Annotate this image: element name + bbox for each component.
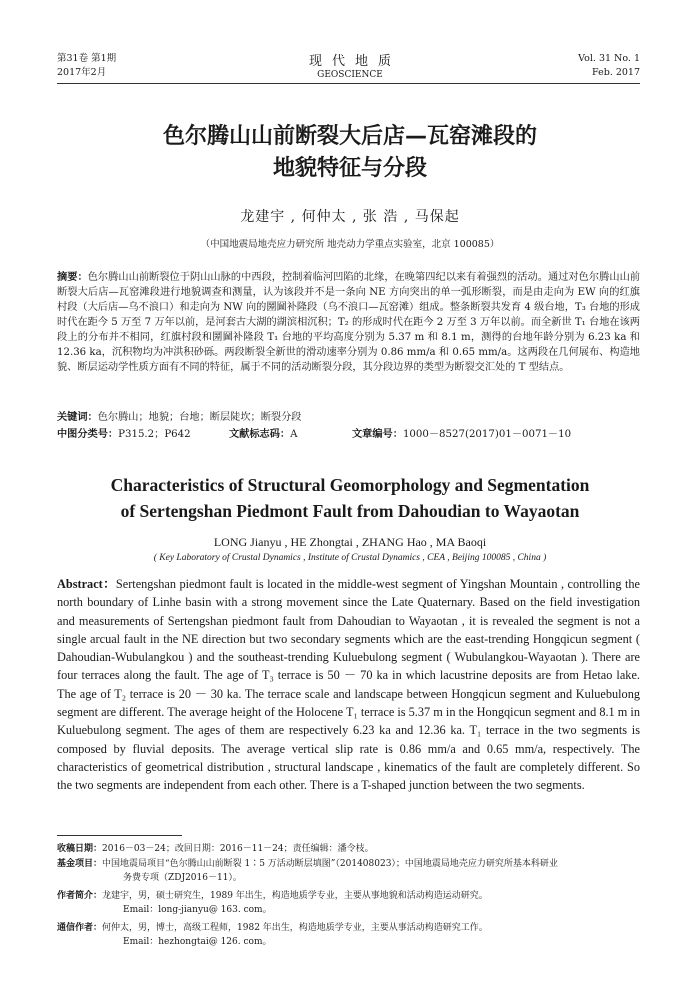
paper-title-cn-line2: 地貌特征与分段 [272, 156, 427, 181]
doc-code-label: 文献标志码： [229, 429, 291, 440]
paper-title-en-line1: Characteristics of Structural Geomorphology and Segmentation [110, 475, 590, 495]
footnote-author [57, 889, 640, 917]
abstract-cn-label: 摘要： [57, 272, 88, 283]
clc-value: P315.2；P642 [118, 429, 191, 440]
journal-name-en: GEOSCIENCE [317, 70, 383, 80]
classification-row [57, 427, 572, 442]
header-journal [250, 50, 450, 80]
fund-line2: 务费专项（ZDJ2016－11）。 [123, 873, 242, 883]
header-volume-info-en [578, 52, 640, 80]
paper-title-cn [40, 121, 660, 185]
received-label: 收稿日期： [57, 844, 103, 854]
abstract-en [57, 575, 640, 795]
corresponding-label: 通信作者： [57, 923, 103, 933]
footnote-corresponding [57, 921, 640, 949]
article-number-value: 1000－8527(2017)01－0071－10 [402, 429, 572, 440]
author-intro-line1: 龙建宇，男，硕士研究生，1989 年出生，构造地质学专业，主要从事地貌和活动构造运动研究。 [102, 891, 488, 901]
paper-title-cn-line1: 色尔腾山山前断裂大后店—瓦窑滩段的 [162, 124, 537, 149]
keywords-cn-label: 关键词： [57, 412, 98, 423]
abstract-en-text: Sertengshan piedmont fault is located in the middle-west segment of Yingshan Mountain , controlling the north boundary of Linhe basin with a strong movement since the Late Quaternary. Based on the field investigation and measurements of Sertengshan piedmont fault from Dahoudian to Wayaotan , it is revealed the segment is not a single arcual fault in the NE direction but two secondary segments which are the east-trending Hongqicun segment ( Dahoudian-Wubulangkou ) and the southeast-trending Kuluebulong segment ( Wubulangkou-Wayaotan ). There are four terraces along the fault. The age of T₃ terrace is 50 － 70 ka in which lacustrine deposits are from Hetao lake. The age of T₂ terrace is 20 － 30 ka. The terrace scale and landscape between Hongqicun segment and Kuluebulong segment are different. The average height of the Holocene T₁ terrace is 5.37 m in the Hongqicun segment and 8.1 m in Kuluebulong segment. The ages of them are respectively 6.23 ka and 12.36 ka. T₁ terrace in the two segments is composed by fluvial deposits. The average vertical slip rate is 0.86 mm/a and 0.65 mm/a, respectively. The characteristics of geometrical distribution , structural landscape , kinematics of the fault are completely different. So the two segments are independent from each other. There is a T-shaped junction between the two segments. [57, 577, 640, 793]
fund-label: 基金项目： [57, 859, 103, 869]
authors-cn: 龙建宇 , 何仲太 , 张 浩 , 马保起 [240, 209, 460, 225]
clc-label: 中图分类号： [57, 429, 119, 440]
keywords-cn-text: 色尔腾山；地貌；台地；断层陡坎；断裂分段 [97, 412, 302, 423]
affiliation-en: ( Key Laboratory of Crustal Dynamics , Institute of Crustal Dynamics , CEA , Beijing 100085 , China ) [153, 553, 547, 563]
authors-en: LONG Jianyu , HE Zhongtai , ZHANG Hao , MA Baoqi [213, 535, 487, 549]
header-divider [57, 83, 640, 84]
article-number-label: 文章编号： [352, 429, 403, 440]
author-intro-label: 作者简介： [57, 891, 103, 901]
fund-line1: 中国地震局项目“色尔腾山山前断裂 1∶5 万活动断层填图”（201408023）；中国地震局地壳应力研究所基本科研业 [102, 859, 558, 869]
author-email: Email：long-jianyu@ 163. com。 [123, 905, 272, 915]
header-date-en: Feb. 2017 [592, 67, 640, 78]
footnote-received [57, 842, 640, 856]
header-date-cn: 2017年2月 [57, 67, 107, 78]
footnote-fund [57, 857, 640, 885]
affiliation-cn: （中国地震局地壳应力研究所 地壳动力学重点实验室，北京 100085） [200, 239, 500, 250]
abstract-en-label: Abstract： [57, 577, 116, 591]
journal-name-cn: 现代地质 [308, 54, 401, 69]
header-volume-info [57, 52, 116, 80]
footnote-divider [57, 835, 182, 836]
corresponding-email: Email：hezhongtai@ 126. com。 [123, 937, 272, 947]
header-volume-issue: 第31卷 第1期 [57, 53, 117, 64]
corresponding-line1: 何仲太，男，博士，高级工程师，1982 年出生，构造地质学专业，主要从事活动构造研究工作。 [102, 923, 488, 933]
abstract-cn-text: 色尔腾山山前断裂位于阴山山脉的中西段，控制着临河凹陷的北缘，在晚第四纪以来有着强烈的活动。通过对色尔腾山山前断裂大后店—瓦窑滩段进行地貌调查和测量，认为该段并不是一条向 NE 方向突出的单一弧形断裂，而是由走向为 EW 向的红旗村段（大后店—乌不浪口）和走向为 NW 向的圐圙补隆段（乌不浪口—瓦窑滩）组成。整条断裂共发育 4 级台地，T₃ 台地的形成时代在距今 5 万至 7 万年以前，是河套古大湖的湖滨相沉积；T₂ 的形成时代在距今 2 万至 3 万年以前。而全新世 T₁ 台地在该两段上的分布并不相同，红旗村段和圐圙补隆段 T₁ 台地的平均高度分别为 5.37 m 和 8.1 m，测得的台地年龄分别为 6.23 ka 和 12.36 ka，沉积物均为冲洪积砂砾。两段断裂全新世的滑动速率分别为 0.86 mm/a 和 0.65 mm/a。这两段在几何展布、构造地貌、断层运动学性质方面有不同的特征，属于不同的活动断裂分段，其分段边界的类型为断裂交汇处的 T 型结点。 [57, 272, 640, 373]
paper-title-en [40, 472, 660, 524]
received-text: 2016－03－24；改回日期：2016－11－24；责任编辑：潘令枝。 [102, 844, 374, 854]
doc-code-value: A [290, 429, 298, 440]
keywords-cn [57, 410, 640, 425]
abstract-cn [57, 270, 640, 375]
paper-title-en-line2: of Sertengshan Piedmont Fault from Dahoudian to Wayaotan [120, 501, 580, 521]
header-volume-issue-en: Vol. 31 No. 1 [578, 53, 640, 64]
